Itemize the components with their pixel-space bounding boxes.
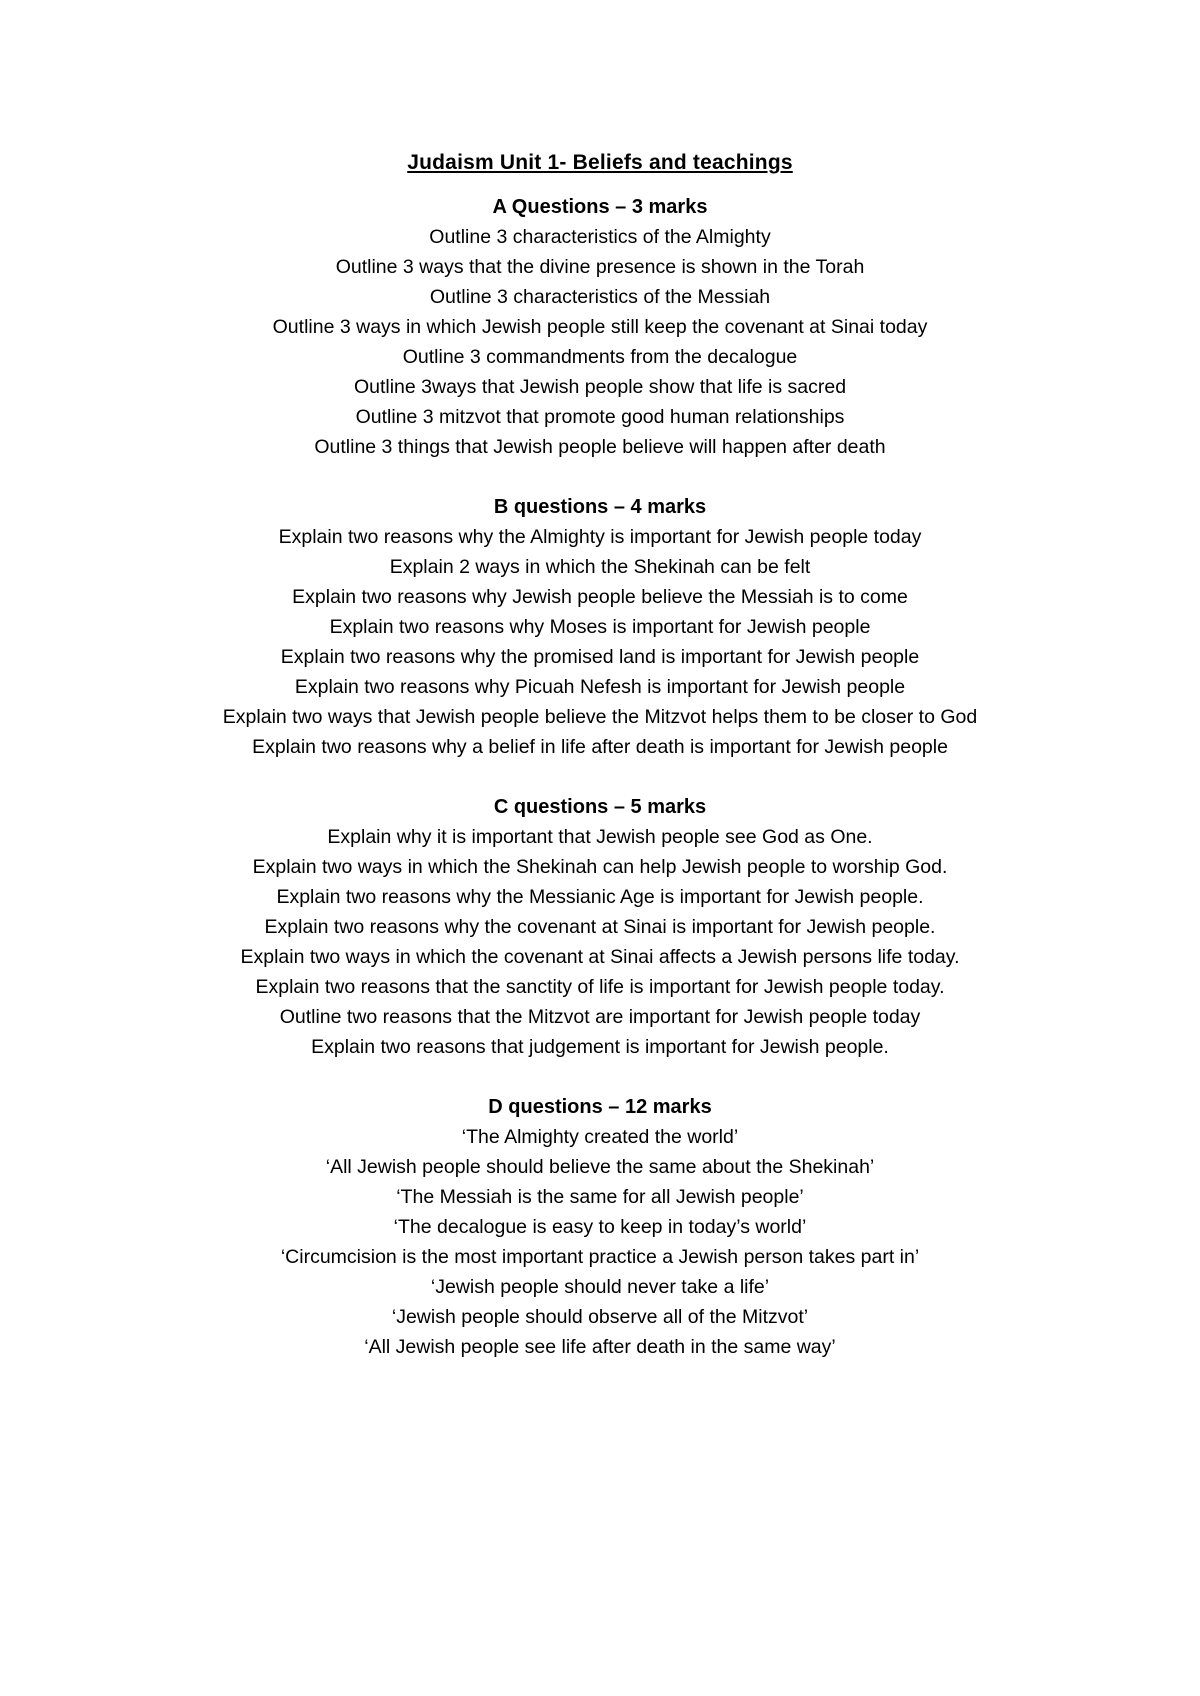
question-item: ‘Jewish people should never take a life’ [430,1276,770,1298]
section-heading-a: A Questions – 3 marks [492,196,708,218]
question-item: Outline 3 characteristics of the Almighty [429,226,771,248]
question-item: ‘Jewish people should observe all of the Mitzvot’ [391,1306,809,1328]
section-heading-b: B questions – 4 marks [493,496,707,518]
question-list-b [100,522,1100,762]
question-item: Explain why it is important that Jewish people see God as One. [327,826,873,848]
section-d [100,1092,1100,1362]
section-heading-c: C questions – 5 marks [493,796,707,818]
section-c [100,792,1100,1062]
question-item: Outline 3 characteristics of the Messiah [429,286,771,308]
question-item: ‘The Messiah is the same for all Jewish people’ [396,1186,804,1208]
question-item: ‘Circumcision is the most important practice a Jewish person takes part in’ [280,1246,920,1268]
section-heading-d: D questions – 12 marks [488,1096,712,1118]
section-a [100,192,1100,462]
document-title: Judaism Unit 1- Beliefs and teachings [407,151,793,174]
question-item: Explain two reasons why the covenant at Sinai is important for Jewish people. [264,916,936,938]
question-item: Outline 3 mitzvot that promote good human relationships [355,406,845,428]
question-item: ‘The decalogue is easy to keep in today’s world’ [393,1216,807,1238]
question-item: Explain two reasons why Jewish people believe the Messiah is to come [292,586,908,608]
question-item: ‘The Almighty created the world’ [461,1126,739,1148]
question-item: Explain two ways in which the covenant at Sinai affects a Jewish persons life today. [240,946,960,968]
question-item: Explain two reasons why the promised land is important for Jewish people [280,646,920,668]
section-b [100,492,1100,762]
question-item: Explain two reasons why the Almighty is important for Jewish people today [278,526,922,548]
question-item: ‘All Jewish people should believe the same about the Shekinah’ [325,1156,875,1178]
question-item: Explain two reasons why Picuah Nefesh is important for Jewish people [294,676,906,698]
question-item: Explain two reasons why the Messianic Age is important for Jewish people. [276,886,924,908]
question-item: Explain two reasons why a belief in life after death is important for Jewish people [252,736,948,758]
question-item: Outline 3ways that Jewish people show that life is sacred [353,376,847,398]
question-item: Explain two reasons why Moses is important for Jewish people [329,616,871,638]
document-body [100,148,1100,1392]
question-item: Explain 2 ways in which the Shekinah can be felt [389,556,811,578]
question-item: Outline 3 ways in which Jewish people still keep the covenant at Sinai today [272,316,928,338]
question-item: Outline 3 commandments from the decalogue [402,346,798,368]
question-item: Outline two reasons that the Mitzvot are important for Jewish people today [279,1006,921,1028]
question-item: Explain two reasons that judgement is important for Jewish people. [311,1036,889,1058]
question-list-a [100,222,1100,462]
question-item: Explain two ways that Jewish people believe the Mitzvot helps them to be closer to God [222,706,978,728]
question-item: Outline 3 things that Jewish people believe will happen after death [314,436,886,458]
question-list-c [100,822,1100,1062]
question-item: Outline 3 ways that the divine presence is shown in the Torah [335,256,865,278]
question-item: Explain two reasons that the sanctity of life is important for Jewish people today. [255,976,945,998]
question-item: Explain two ways in which the Shekinah can help Jewish people to worship God. [252,856,948,878]
question-list-d [100,1122,1100,1362]
question-item: ‘All Jewish people see life after death in the same way’ [364,1336,836,1358]
